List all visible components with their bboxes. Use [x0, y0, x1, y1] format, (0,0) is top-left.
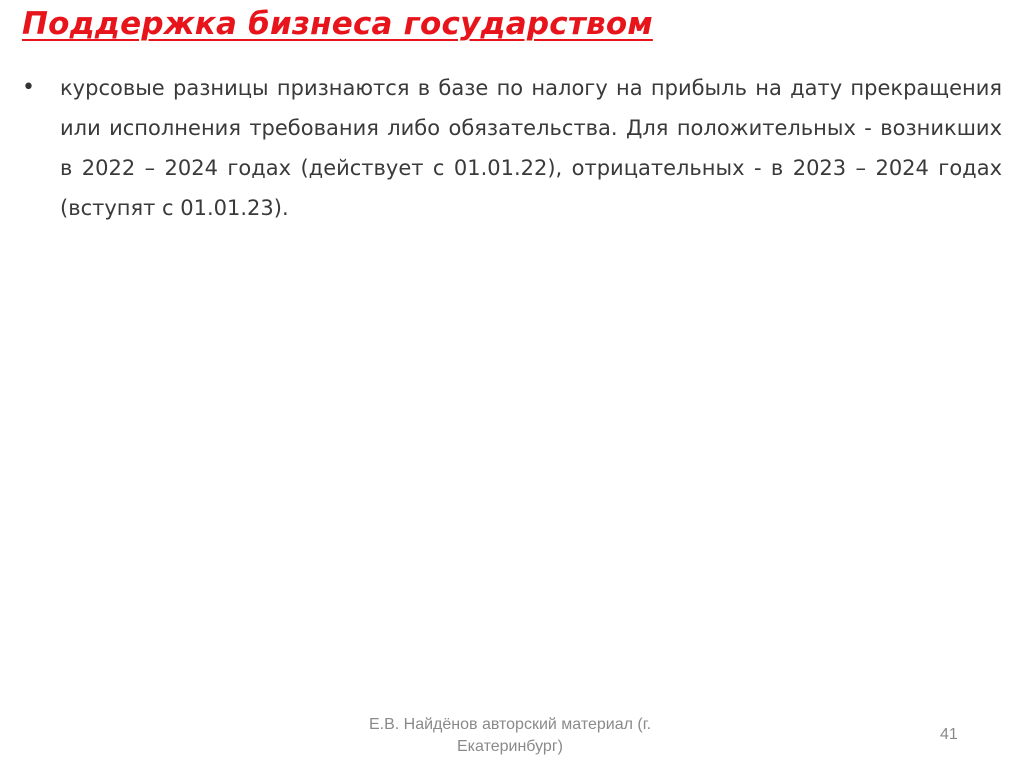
slide-title: Поддержка бизнеса государством — [22, 6, 653, 42]
bullet-marker: • — [22, 75, 35, 100]
list-item — [22, 68, 1002, 228]
bullet-list — [22, 68, 1002, 228]
footer-author: Е.В. Найдёнов авторский материал (г. Екатеринбург) — [368, 716, 652, 755]
page-number: 41 — [940, 726, 958, 743]
bullet-text: курсовые разницы признаются в базе по налогу на прибыль на дату прекращения или исполнения требования либо обязательства. Для положительных - возникших в 2022 – 2024 годах (действует с 01.01.22), отрицательных - в 2023 – 2024 годах (вступят с 01.01.23). — [60, 76, 1002, 220]
